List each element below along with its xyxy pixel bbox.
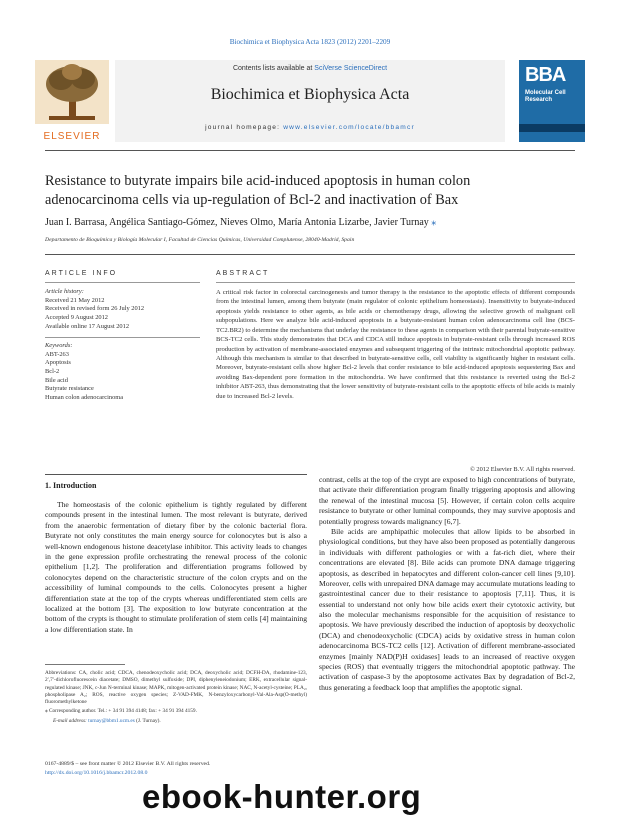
journal-masthead <box>35 60 585 142</box>
issn-line: 0167-4889/$ – see front matter © 2012 Elsevier B.V. All rights reserved. <box>45 761 211 767</box>
keyword-item: Bcl-2 <box>45 368 60 376</box>
abstract-text: A critical risk factor in colorectal carcinogenesis and tumor therapy is the resistance to the apoptotic effects of different compounds from the intestinal lumen, among them butyrate (main regulator of colonic epithelium homeostasis). Insensitivity to butyrate-induced apoptosis yields resistance to other agents, as bile acids or chemotherapy drugs, allowing the selective growth of malignant cell subpopulations. Here we analyze bile acid-induced apoptosis in a butyrate-resistant human colon adenocarcinoma cell line (BCS-TC2.BR2) to determine the mechanisms that underlay the resistance to these agents in comparison with their parental butyrate-sensitive BCS-TC2 cells. This study demonstrates that DCA and CDCA still induce apoptosis in butyrate-resistant cells through increased ROS production by activation of membrane-associated enzymes and subsequent triggering of the intrinsic mitochondrial apoptotic pathway. Although this mechanism is similar to that described in butyrate-sensitive cells, cell viability is significantly higher in resistant cells. Moreover, butyrate-resistant cells show higher Bcl-2 levels that confer resistance to bile acid-induced apoptosis sequestering Bax and avoiding Bax-dependent pore formation in the mitochondria. We have confirmed that this resistance is reverted using the Bcl-2 inhibitor ABT-263, thus demonstrating that the lower sensitivity of butyrate-resistant cells to the apoptotic effects of bile acids is mainly due to increased Bcl-2 levels. <box>216 289 575 400</box>
keyword-item: Apoptosis <box>45 359 71 367</box>
cover-subtitle: Molecular Cell Research <box>525 90 566 103</box>
abstract-heading: ABSTRACT <box>216 270 270 277</box>
email-suffix: (J. Turnay). <box>134 717 161 724</box>
info-divider <box>45 282 200 283</box>
footnotes <box>45 670 307 727</box>
affiliation-divider <box>45 254 575 255</box>
contents-prefix: Contents lists available at <box>232 65 315 72</box>
copyright-line: © 2012 Elsevier B.V. All rights reserved. <box>469 466 575 473</box>
sciencedirect-link[interactable]: SciVerse ScienceDirect <box>314 65 388 72</box>
info-subdivider <box>45 337 200 338</box>
keyword-item: Human colon adenocarcinoma <box>45 394 124 402</box>
abbreviations-footnote: Abbreviations: CA, cholic acid; CDCA, chenodeoxycholic acid; DCA, deoxycholic acid; DCFH-DA, rhodamine-123, 2′,7′-dichlorofluorescein diacetate; DMSO, dimethyl sulfoxide; DPI, diphenyleneiodonium; ERK, extracellular signal-regulated kinase; JNK, c-Jun N-terminal kinase; MAPK, mitogen-activated protein kinase; NAC, N-acetyl-cysteine; PLA₂, phospholipase A₂; ROS, reactive oxygen species; Z-VAD-FMK, N-benzyloxycarbonyl-Val-Ala-Asp(O-methyl) fluoromethylketone <box>45 670 307 706</box>
body-divider-left <box>45 474 307 475</box>
article-info-heading: ARTICLE INFO <box>45 270 118 277</box>
author-list <box>45 217 575 228</box>
publisher-name: ELSEVIER <box>43 131 101 142</box>
history-item: Received 21 May 2012 <box>45 296 105 304</box>
email-link[interactable]: turnay@bbm1.ucm.es <box>88 717 135 724</box>
contents-line <box>115 65 505 72</box>
history-item: Available online 17 August 2012 <box>45 322 130 330</box>
corresponding-author-footnote: ⁎ Corresponding author. Tel.: + 34 91 394 4148; fax: + 34 91 394 4159. <box>45 708 197 715</box>
homepage-line <box>115 124 505 131</box>
abstract-divider <box>216 282 575 283</box>
email-footnote <box>45 718 307 725</box>
affiliation: Departamento de Bioquímica y Biología Molecular I, Facultad de Ciencias Químicas, Universidad Complutense, 28040-Madrid, Spain <box>45 237 355 243</box>
article-front-matter <box>45 760 307 777</box>
journal-name: Biochimica et Biophysica Acta <box>210 86 410 103</box>
cover-letters: BBA <box>525 64 566 86</box>
history-label: Article history: <box>45 288 84 295</box>
doi-link[interactable]: http://dx.doi.org/10.1016/j.bbamcr.2012.08.0 <box>45 769 148 776</box>
footnote-divider <box>45 664 125 665</box>
paragraph: The homeostasis of the colonic epithelium is tightly regulated by different compounds present in the intestinal lumen. The most relevant is butyrate, derived from the anaerobic fermentation of dietary fiber by the colonic bacterial flora. Butyrate not only constitutes the main energy source for colonocytes but is also a well-known endogenous histone deacetylase inhibitor. This activity leads to changes in the gene expression profile orchestrating the renewal process of the colonic epithelium [1,2]. The proliferation and differentiation programs followed by colonocytes depend on the characteristic structure of the colon crypts and on the accessibility of luminal compounds to the cells. Colonocytes present a higher differentiation state at the top of the crypts whereas undifferentiated stem cells are localized at the bottom [3]. The exposition to low butyrate concentration at the bottom of the crypts is thought to stimulate proliferation of stem cells [4] maintaining a low differentiation state. In <box>45 500 307 634</box>
authors: Juan I. Barrasa, Angélica Santiago-Gómez, Nieves Olmo, María Antonia Lizarbe, Javier Turnay <box>45 217 429 228</box>
paragraph: Bile acids are amphipathic molecules that allow lipids to be absorbed in physiological conditions, but they have also been proposed as potentially dangerous in individuals with different pathologies or with a fat-rich diet, where their concentrations are elevated [8]. Bile acids can promote DNA damage triggering apoptosis, as described in hepatocytes and different colon-cancer cell lines [9,10]. Moreover, cells with unrepaired DNA damage may accumulate mutations leading to gastrointestinal cancer due to their resistance to apoptosis [7,11]. Thus, it is essential to understand not only how bile acids exert their cytotoxic activity, but also the molecular mechanisms responsible for the acquisition of resistance to apoptosis. We have previously described the induction of apoptosis by deoxycholic (DCA) and chenodeoxycholic (CDCA) acids by oxidative stress in human colon adenocarcinoma BCS-TC2 cells [12]. Activation of different membrane-associated enzymes [mainly NAD(P)H oxidases] leads to an increased of reactive oxygen species (ROS) that eventually triggers the mitochondrial apoptotic pathway. The activation of caspase-3 by the apoptosome activates Bax by degradation of Bcl-2, thus generating a feedback loop that amplifies the apoptotic signal. <box>319 526 575 692</box>
history-item: Received in revised form 26 July 2012 <box>45 305 145 313</box>
header-divider <box>45 150 575 151</box>
homepage-link[interactable]: www.elsevier.com/locate/bbamcr <box>283 124 415 131</box>
journal-header-box <box>115 60 505 142</box>
paragraph: contrast, cells at the top of the crypt are exposed to high concentrations of butyrate, that activate their differentiation program finally triggering apoptosis and allowing the renewal of the intestinal mucosa [5]. However, if certain colon cells acquire resistance to butyrate or other luminal compounds, they may survive apoptosis and potentially progress towards malignancy [6,7]. <box>319 475 575 526</box>
keyword-item: Butyrate resistance <box>45 385 94 393</box>
elsevier-logo <box>35 60 109 142</box>
keywords-label: Keywords: <box>45 342 73 350</box>
body-column-right <box>319 475 575 693</box>
keyword-item: Bile acid <box>45 376 68 384</box>
cover-bar <box>519 124 585 132</box>
watermark: ebook-hunter.org <box>138 778 425 816</box>
body-column-left <box>45 500 307 635</box>
section-heading-introduction: 1. Introduction <box>45 481 97 490</box>
journal-citation[interactable]: Biochimica et Biophysica Acta 1823 (2012) 2201–2209 <box>229 38 391 46</box>
corresponding-author-mark[interactable]: ⁎ <box>431 217 437 228</box>
journal-cover <box>519 60 585 142</box>
email-prefix: E-mail address: <box>53 717 89 724</box>
history-item: Accepted 9 August 2012 <box>45 313 109 321</box>
homepage-prefix: journal homepage: <box>205 124 284 131</box>
article-title: Resistance to butyrate impairs bile acid-induced apoptosis in human colon adenocarcinoma cells via up-regulation of Bcl-2 and inactivation of Bax <box>45 173 471 208</box>
keyword-item: ABT-263 <box>45 350 69 358</box>
article-info-panel <box>45 288 200 403</box>
elsevier-tree-icon <box>35 60 109 124</box>
